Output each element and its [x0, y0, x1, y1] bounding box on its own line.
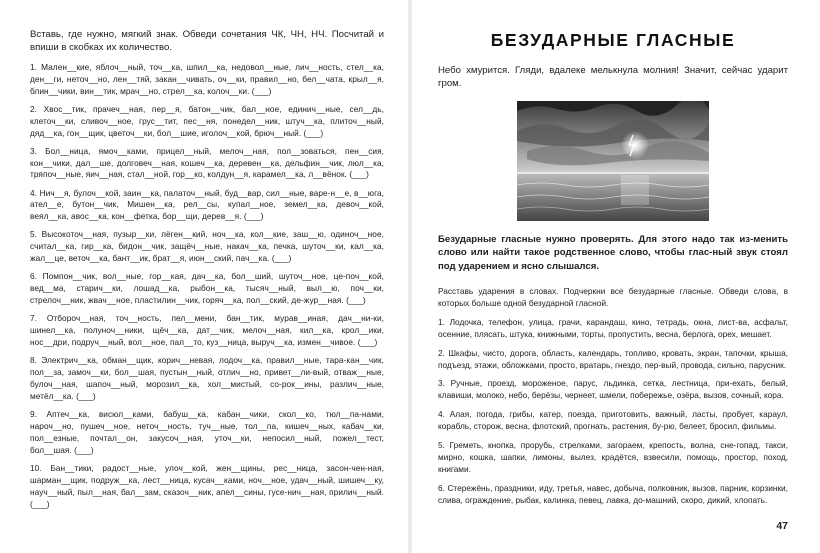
exercise-item: 5. Высокоточ__ная, пузыр__ки, лёген__кий, ноч__ка, кол__кие, заш__ю, одиноч__ное, считал__ка, гир__ка, бидон__чик, защёч__ные, накач__ка, печка, шуточ__ки, кал__ка, жал__це, веточ__ка, бант__ик, брат__я, июн__ский, пач__ка. (___): [30, 229, 384, 264]
exercise-item: 1. Мален__кие, яблоч__ный, точ__ка, шпил__ка, недовол__ные, лич__ность, стел__ка, ден__ги, неточ__но, лен__тяй, закан__чивать, оч__ки, правил__но, бел__чата, крыл__я, блин__чики, вин__тик, мрач__но, стрел__ка, колоч__ки. (___): [30, 61, 384, 96]
exercise-item: 7. Отбороч__ная, точ__ность, пел__мени, бан__тик, мурав__иная, дач__ни-ки, шинел__ка, полуноч__ники, щёч__ка, дат__чик, мелоч__ная, кил__ка, крол__ики, нос__дри, подруч__ный, вол__ное, пал__то, куз__ница, выруч__ка, измен__чивое. (___): [30, 313, 384, 348]
section-title: БЕЗУДАРНЫЕ ГЛАСНЫЕ: [490, 30, 736, 50]
exercise-item: 1. Лодочка, телефон, улица, грачи, карандаш, кино, тетрадь, окна, лист-ва, асфальт, осенние, плясать, штука, книжными, торты, пропустить, весна, берлога, орех, мешает.: [438, 316, 788, 339]
exercise-item: 10. Бан__тики, радост__ные, улоч__кой, жен__щины, рес__ница, засон-чен-ная, шарман__щик, подруж__ка, лест__ница, кусач__ками, ноч__ное, удач__ный, шишеч__ку, науч__ный, пыл__ная, бал__зам, сказоч__ник, апел__сины, гусе-нич__ная, прилич__ный. (___): [30, 462, 384, 509]
exercise-item: 3. Ручные, проезд, мороженое, парус, льдинка, сетка, лестница, при-ехать, белый, клавиши, молоко, небо, берёзы, чернеет, шмели, побережье, озёра, вызов, сочный, кора.: [438, 378, 788, 401]
stormy-sea-illustration: [517, 101, 709, 221]
exercise-item: 8. Электрич__ка, обман__щик, корич__невая, лодоч__ка, правил__ные, тара-кан__чик, пол__за, замоч__ки, бол__шая, пустын__ный, отлич__но, привет__ли-вый, отваж__ные, булоч__ная, шапоч__ный, морозил__ка, хол__мистый, со-рок__ины, различ__ные, метёл__ка. (___): [30, 355, 384, 401]
exercise-item: 5. Греметь, кнопка, прорубь, стрелками, загораем, крепость, волна, сне-гопад, такси, мирно, кошка, шапки, лимоны, вылез, крадётся, взвесили, помощь, простор, поход, книгами.: [438, 440, 788, 474]
task-instructions: Расставь ударения в словах. Подчеркни все безударные гласные. Обведи слова, в которых больше одной безударной гласной.: [438, 286, 788, 308]
lead-text: Небо хмурится. Гляди, вдалеке мелькнула молния! Значит, сейчас ударит гром.: [438, 65, 788, 90]
exercise-item: 4. Алая, погода, грибы, катер, поезда, приготовить, важный, ласты, пробует, караул, корабль, сторож, весна, флотский, прогнать, растения, бу-рю, белеет, бросил, фильмы.: [438, 409, 788, 432]
right-page: [410, 0, 820, 553]
exercise-item: 6. Стережёнь, праздники, иду, третья, навес, добыча, полковник, вызов, парник, корзинки, слива, ограждение, рыбак, калинка, певец, лавка, до-машний, скоро, дикий, хлопать.: [438, 482, 788, 505]
exercise-item: 4. Нич__я, булоч__кой, заин__ка, палаточ__ный, буд__вар, сил__ные, варе-н__е, в__юга, ател__е, бутон__чик, Мишен__ка, рел__сы, купал__ное, земел__ка, девоч__кой, веял__ка, авос__ка, кон__фетка, бор__щи, дерев__я. (___): [30, 187, 384, 222]
exercise-item: 2. Шкафы, чисто, дорога, область, календарь, топливо, кровать, экран, тапочки, крыша, подъезд, этажи, обложками, просто, вратарь, гнездо, пер-вый, провода, сильно, парусник.: [438, 347, 788, 370]
exercise-item: 2. Хвос__тик, прачеч__ная, пер__я, батон__чик, бал__ное, единич__ные, сел__дь, клеточ__ки, сливоч__ное, грус__тит, пес__ня, понедел__ник, штуч__ка, плиточ__ный, дяд__ка, гон__щик, цветоч__ки, бол__шие, иголоч__кой, брюч__ный. (___): [30, 103, 384, 138]
exercise-item: 6. Помпон__чик, вол__ные, гор__кая, дач__ка, бол__ший, шуточ__ное, це-поч__кой, вед__ма, старич__ки, лошад__ка, рыбон__ка, тысяч__ный, выл__ю, поч__ки, стрелоч__ник, жвач__ное, пластилин__чик, горяч__ка, пол__ский, де-жур__ная. (___): [30, 271, 384, 306]
page-number: 47: [776, 520, 788, 532]
rule-text: Безударные гласные нужно проверять. Для этого надо так из-менить слово или найти такое родственное слово, чтобы глас-ный звук стоял под ударением и ясно слышался.: [438, 233, 788, 272]
exercise-item: 9. Аптеч__ка, висюл__ками, бабуш__ка, кабан__чики, скол__ко, тюл__па-нами, нароч__но, пушеч__ное, неточ__ность, туч__ные, тол__па, кишеч__ных, кабач__ки, пол__езные, почтал__он, закусоч__ная, уточ__ки, непосил__ный, пожел__тест, бол__шая. (___): [30, 408, 384, 455]
left-intro: Вставь, где нужно, мягкий знак. Обведи сочетания ЧК, ЧН, НЧ. Посчитай и впиши в скобках их количество.: [30, 29, 384, 54]
exercise-item: 3. Бол__ница, ямоч__ками, прицел__ный, мелоч__ная, пол__зоваться, пен__сия, кон__чики, дал__ше, долговеч__ная, кошеч__ка, деревен__ка, дельфин__чик, люл__ка, тряпоч__ные, яич__ная, стал__ной, гор__ко, колдун__я, карамел__ка, л__вёнок. (___): [30, 145, 384, 180]
